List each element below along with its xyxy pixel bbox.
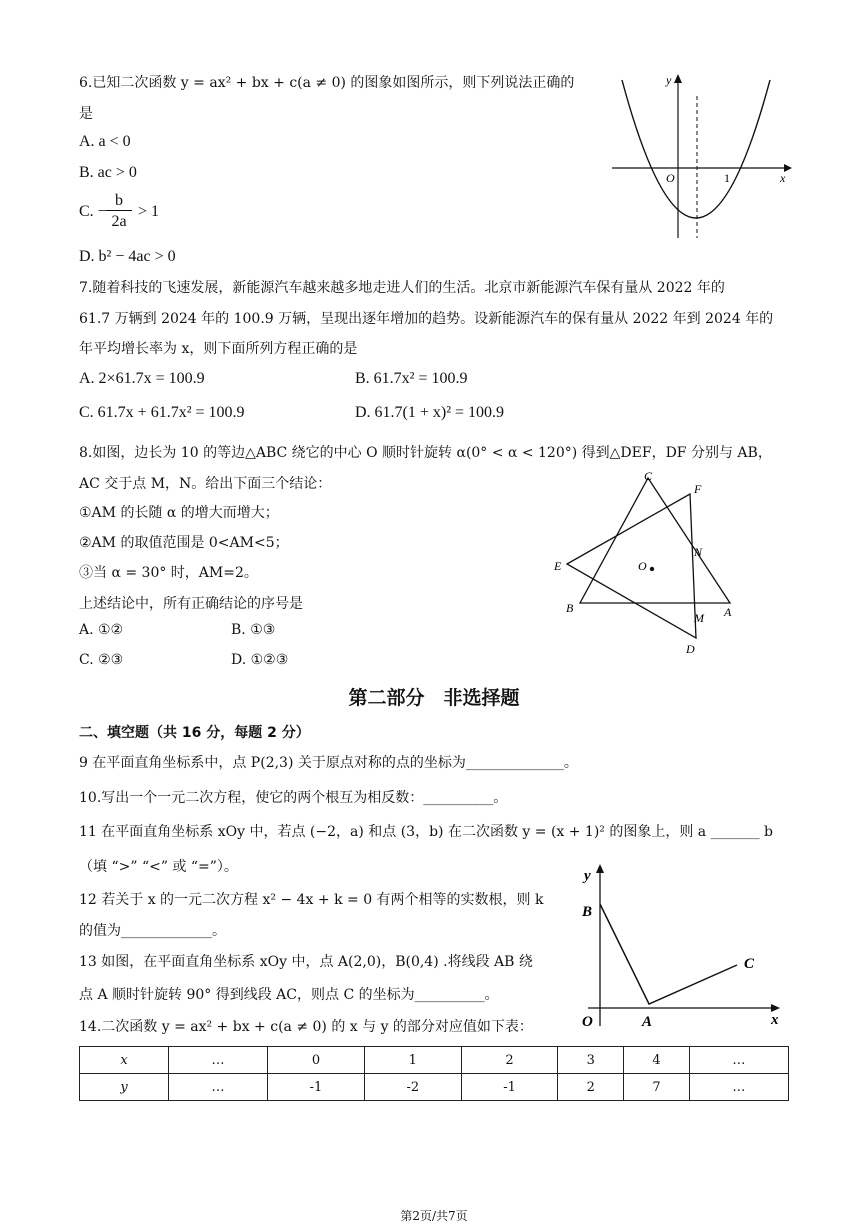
q13-origin-label: O — [582, 1014, 593, 1030]
table-cell: 2 — [461, 1047, 558, 1074]
q8-option-c: C. ②③ — [79, 652, 124, 668]
q8-conclusion-2: ②AM 的取值范围是 0<AM<5； — [79, 535, 289, 551]
q13-y-arrow-icon — [596, 864, 604, 873]
q7-option-a: A. 2×61.7x = 100.9 — [79, 370, 205, 387]
q7-option-d: D. 61.7(1 + x)² = 100.9 — [355, 404, 505, 421]
q7-stem-line1: 7.随着科技的飞速发展，新能源汽车越来越多地走进人们的生活。北京市新能源汽车保有量从 2022 年的 — [79, 280, 725, 296]
q7-stem-line2: 61.7 万辆到 2024 年的 100.9 万辆，呈现出逐年增加的趋势。设新能源汽车的保有量从 2022 年到 2024 年的 — [79, 311, 774, 327]
q8-stem-line2: AC 交于点 M，N。给出下面三个结论： — [79, 476, 332, 492]
q6-parabola-curve — [622, 80, 770, 218]
q11-line1: 11 在平面直角坐标系 xOy 中，若点 (−2，a) 和点 (3，b) 在二次函数 y = (x + 1)² 的图象上，则 a _______ b — [79, 824, 774, 840]
q11-line2: （填 “>” “<” 或 “=”）。 — [79, 859, 238, 875]
q6-y-label: y — [666, 73, 672, 87]
section2-heading: 二、填空题（共 16 分，每题 2 分） — [79, 725, 310, 741]
table-cell: … — [169, 1047, 268, 1074]
q13-x-arrow-icon — [771, 1004, 780, 1012]
q8-label-c: C — [644, 469, 653, 483]
table-cell: 4 — [624, 1047, 690, 1074]
q8-triangles-figure — [550, 466, 740, 656]
table-row — [80, 1074, 789, 1101]
table-cell: 7 — [624, 1074, 690, 1101]
table-cell: -2 — [364, 1074, 461, 1101]
q6-option-c-numerator: b — [106, 192, 132, 211]
table-cell: … — [169, 1074, 268, 1101]
table-cell: -1 — [268, 1074, 365, 1101]
q6-option-a: A. a < 0 — [79, 133, 131, 150]
q12-line1: 12 若关于 x 的一元二次方程 x² − 4x + k = 0 有两个相等的实数根，则 k — [79, 892, 544, 908]
q6-option-c-tail: > 1 — [138, 203, 160, 220]
q8-option-d: D. ①②③ — [231, 652, 289, 668]
q13-x-label: x — [771, 1012, 779, 1028]
table-row — [80, 1047, 789, 1074]
q6-y-arrow-icon — [674, 74, 682, 83]
q8-label-f: F — [694, 482, 702, 496]
q13-label-a: A — [642, 1014, 653, 1030]
q8-conclusion-3: ③当 α = 30° 时，AM=2。 — [79, 565, 258, 581]
page-footer: 第2页/共7页 — [400, 1209, 468, 1223]
q6-one-label: 1 — [724, 171, 730, 185]
q8-option-a: A. ①② — [79, 622, 124, 638]
q13-y-label: y — [584, 868, 591, 884]
table-cell: 1 — [364, 1047, 461, 1074]
q6-stem-line2: 是 — [79, 106, 93, 122]
table-cell: x — [80, 1047, 169, 1074]
q8-center-o — [650, 567, 654, 571]
q8-triangle-def — [567, 494, 696, 638]
q6-option-d: D. b² − 4ac > 0 — [79, 248, 176, 265]
q6-origin-label: O — [666, 171, 675, 185]
q13-label-c: C — [744, 956, 755, 972]
q9-text: 9 在平面直角坐标系中，点 P(2,3) 关于原点对称的点的坐标为______________。 — [79, 755, 578, 771]
table-cell: 2 — [558, 1074, 624, 1101]
q8-label-n: N — [694, 545, 703, 559]
q8-ask: 上述结论中，所有正确结论的序号是 — [79, 596, 303, 612]
q6-parabola-figure — [608, 66, 798, 248]
q13-segments-ba-ac — [600, 904, 737, 1004]
q14-stem: 14.二次函数 y = ax² + bx + c(a ≠ 0) 的 x 与 y 的部分对应值如下表： — [79, 1019, 533, 1035]
q6-option-b: B. ac > 0 — [79, 164, 137, 181]
q8-label-o: O — [638, 559, 647, 573]
table-cell: … — [689, 1047, 788, 1074]
q6-x-label: x — [780, 171, 786, 185]
part2-title: 第二部分 非选择题 — [348, 687, 520, 709]
q12-line2: 的值为_____________。 — [79, 923, 226, 939]
q8-conclusion-1: ①AM 的长随 α 的增大而增大； — [79, 505, 279, 521]
q13-figure — [572, 858, 782, 1030]
q8-stem-line1: 8.如图，边长为 10 的等边△ABC 绕它的中心 O 顺时针旋转 α(0° < α < 120°) 得到△DEF，DF 分别与 AB， — [79, 445, 772, 461]
q13-line1: 13 如图，在平面直角坐标系 xOy 中，点 A(2,0)，B(0,4) .将线段 AB 绕 — [79, 954, 533, 970]
q8-label-a: A — [724, 605, 732, 619]
q8-label-d: D — [686, 642, 695, 656]
q8-label-b: B — [566, 601, 574, 615]
q14-value-table — [79, 1046, 789, 1101]
table-cell: -1 — [461, 1074, 558, 1101]
q13-label-b: B — [582, 904, 593, 920]
table-cell: y — [80, 1074, 169, 1101]
q7-option-c: C. 61.7x + 61.7x² = 100.9 — [79, 404, 245, 421]
table-cell: 3 — [558, 1047, 624, 1074]
q10-text: 10.写出一个一元二次方程，使它的两个根互为相反数：__________。 — [79, 790, 508, 806]
q6-option-c-denominator: 2a — [111, 213, 127, 230]
table-cell: 0 — [268, 1047, 365, 1074]
q6-stem-line1: 6.已知二次函数 y = ax² + bx + c(a ≠ 0) 的图象如图所示，则下列说法正确的 — [79, 75, 575, 91]
q7-option-b: B. 61.7x² = 100.9 — [355, 370, 468, 387]
q6-option-c-prefix: C. − — [79, 203, 107, 220]
q8-label-m: M — [694, 611, 704, 625]
table-cell: … — [689, 1074, 788, 1101]
q7-stem-line3: 年平均增长率为 x，则下面所列方程正确的是 — [79, 341, 358, 357]
q13-line2: 点 A 顺时针旋转 90° 得到线段 AC，则点 C 的坐标为__________。 — [79, 987, 499, 1003]
q8-label-e: E — [554, 559, 562, 573]
q8-option-b: B. ①③ — [231, 622, 276, 638]
